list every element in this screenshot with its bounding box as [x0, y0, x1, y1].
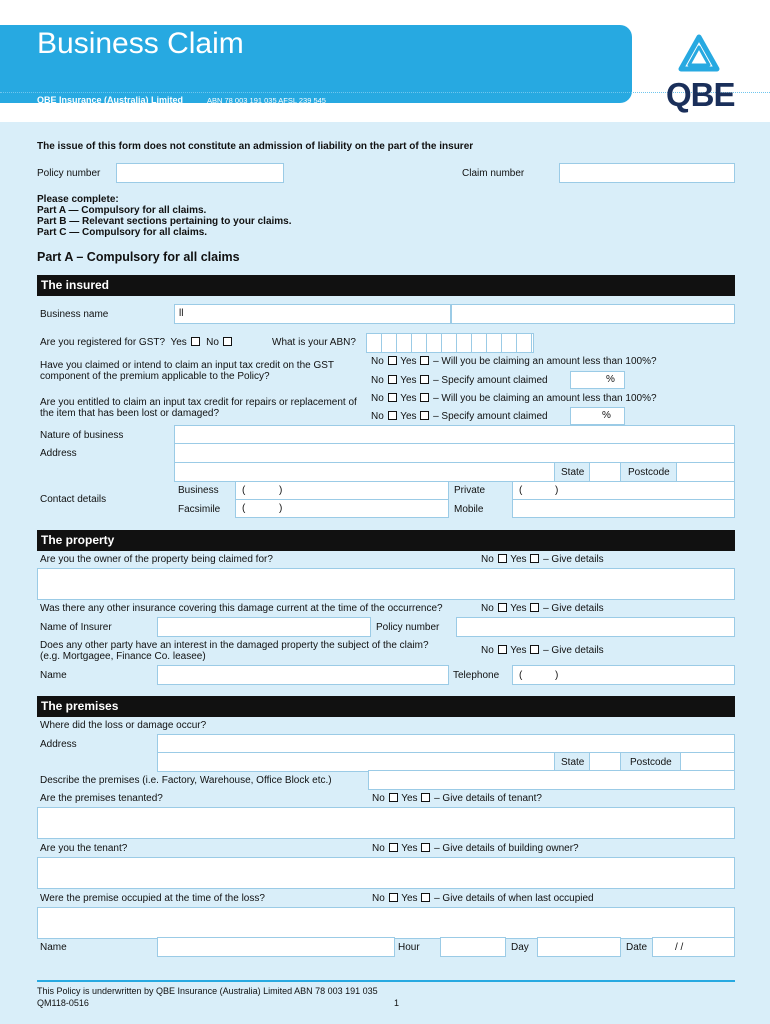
gst-question — [40, 337, 233, 348]
other-ins-yes-checkbox[interactable] — [530, 603, 539, 612]
claim-number-input[interactable] — [559, 163, 735, 183]
occupied-yes-label: Yes — [401, 893, 418, 904]
tax2-percent-input[interactable] — [570, 407, 625, 425]
owner-no-label: No — [481, 554, 494, 565]
business-phone-paren-open: ( — [242, 485, 246, 496]
mobile-input[interactable] — [512, 499, 735, 518]
tax2-yes-label: Yes — [400, 393, 417, 404]
day-label: Day — [511, 942, 529, 953]
address-input-2[interactable] — [174, 462, 555, 482]
gst-question-text: Are you registered for GST? — [40, 337, 166, 348]
facsimile-paren-close: ) — [279, 503, 283, 514]
part-c-instruction: Part C — Compulsory for all claims. — [37, 227, 208, 238]
tax2-less-100-text: – Will you be claiming an amount less than 100%? — [433, 393, 657, 404]
premises-address-input-1[interactable] — [157, 734, 735, 753]
tax1-yes-label: Yes — [400, 356, 417, 367]
postcode-label: Postcode — [628, 467, 670, 478]
occupied-details-input[interactable] — [37, 907, 735, 939]
are-tenant-yes-checkbox[interactable] — [421, 843, 430, 852]
company-abn: ABN 78 003 191 035 AFSL 239 545 — [207, 96, 326, 105]
tax1b-no-label: No — [371, 375, 384, 386]
owner-details-input[interactable] — [37, 568, 735, 600]
premises-address-input-2[interactable] — [157, 752, 555, 772]
tax-credit-question-1: Have you claimed or intend to claim an input tax credit on the GST component of the premium applicable to the Policy? — [40, 360, 334, 382]
describe-premises-input[interactable] — [368, 770, 735, 790]
where-question: Where did the loss or damage occur? — [40, 720, 207, 731]
other-insurance-question: Was there any other insurance covering this damage current at the time of the occurrence? — [40, 603, 443, 614]
tax2-less-100-row — [371, 393, 657, 404]
gst-no-label: No — [206, 337, 219, 348]
tax2b-yes-label: Yes — [400, 411, 417, 422]
private-phone-label: Private — [454, 485, 486, 496]
tax2-specify-row — [371, 411, 548, 422]
are-tenant-no-label: No — [372, 843, 385, 854]
tax1-no-checkbox[interactable] — [388, 356, 397, 365]
interest-options — [481, 645, 604, 656]
premises-postcode-label: Postcode — [630, 757, 672, 768]
occupant-name-label: Name — [40, 942, 67, 953]
tenanted-details-text: – Give details of tenant? — [434, 793, 542, 804]
tenanted-no-checkbox[interactable] — [389, 793, 398, 802]
policy-number-input[interactable] — [116, 163, 284, 183]
form-code: QM118-0516 — [37, 998, 89, 1008]
tenanted-yes-label: Yes — [401, 793, 418, 804]
private-phone-paren-open: ( — [519, 485, 523, 496]
tax-credit-question-2: Are you entitled to claim an input tax credit for repairs or replacement of the item that has been lost or damaged? — [40, 397, 357, 419]
describe-premises-label: Describe the premises (i.e. Factory, Warehouse, Office Block etc.) — [40, 775, 332, 786]
tenanted-no-label: No — [372, 793, 385, 804]
owner-yes-label: Yes — [510, 554, 527, 565]
occupied-no-label: No — [372, 893, 385, 904]
interest-question: Does any other party have an interest in the damaged property the subject of the claim? — [40, 640, 429, 651]
business-phone-paren-close: ) — [279, 485, 283, 496]
hour-input[interactable] — [440, 937, 506, 957]
part-b-instruction: Part B — Relevant sections pertaining to your claims. — [37, 216, 292, 227]
footer-divider — [37, 980, 735, 982]
day-input[interactable] — [537, 937, 621, 957]
interest-telephone-input[interactable] — [512, 665, 735, 685]
are-tenant-options — [372, 843, 579, 854]
tax1b-yes-checkbox[interactable] — [420, 375, 429, 384]
owner-yes-checkbox[interactable] — [530, 554, 539, 563]
interest-name-label: Name — [40, 670, 67, 681]
gst-yes-checkbox[interactable] — [191, 337, 200, 346]
tax1-no-label: No — [371, 356, 384, 367]
facsimile-label: Facsimile — [178, 504, 221, 515]
premises-state-label: State — [561, 757, 585, 768]
tax1-specify-row — [371, 375, 548, 386]
interest-question-example: (e.g. Mortgagee, Finance Co. leasee) — [40, 651, 206, 662]
contact-label: Contact details — [40, 494, 107, 505]
tax2-no-label: No — [371, 393, 384, 404]
owner-no-checkbox[interactable] — [498, 554, 507, 563]
other-policy-number-input[interactable] — [456, 617, 735, 637]
form-title: Business Claim — [37, 27, 244, 60]
date-label: Date — [626, 942, 648, 953]
occupied-no-checkbox[interactable] — [389, 893, 398, 902]
owner-options — [481, 554, 604, 565]
business-name-input[interactable] — [174, 304, 451, 324]
premises-state-input[interactable] — [589, 752, 621, 772]
page-number: 1 — [394, 998, 400, 1008]
occupied-yes-checkbox[interactable] — [421, 893, 430, 902]
tax1-percent-input[interactable] — [570, 371, 625, 389]
policy-number-label: Policy number — [37, 168, 101, 179]
tax2b-no-checkbox[interactable] — [388, 411, 397, 420]
interest-no-label: No — [481, 645, 494, 656]
business-name-input-2[interactable] — [451, 304, 735, 324]
nature-input[interactable] — [174, 425, 735, 445]
tax2-specify-text: – Specify amount claimed — [433, 411, 548, 422]
tax2-no-checkbox[interactable] — [388, 393, 397, 402]
are-tenant-yes-label: Yes — [401, 843, 418, 854]
tax1-specify-text: – Specify amount claimed — [433, 375, 548, 386]
interest-telephone-label: Telephone — [453, 670, 500, 681]
please-complete: Please complete: — [37, 194, 119, 205]
tax1-percent-sign: % — [606, 374, 615, 385]
tenanted-yes-checkbox[interactable] — [421, 793, 430, 802]
interest-name-input[interactable] — [157, 665, 449, 685]
building-owner-details-input[interactable] — [37, 857, 735, 889]
header-divider — [0, 92, 770, 93]
facsimile-input[interactable] — [235, 499, 449, 518]
claim-number-label: Claim number — [462, 168, 525, 179]
state-label: State — [561, 467, 585, 478]
private-phone-input[interactable] — [512, 481, 735, 500]
insurer-name-label: Name of Insurer — [40, 622, 112, 633]
interest-tel-paren-open: ( — [519, 670, 523, 681]
interest-no-checkbox[interactable] — [498, 645, 507, 654]
tax2b-no-label: No — [371, 411, 384, 422]
tax1b-yes-label: Yes — [400, 375, 417, 386]
other-insurance-options — [481, 603, 604, 614]
tax1b-no-checkbox[interactable] — [388, 375, 397, 384]
tenanted-options — [372, 793, 542, 804]
occupied-options — [372, 893, 594, 904]
business-name-label: Business name — [40, 309, 109, 320]
date-input[interactable] — [652, 937, 735, 957]
tax1-less-100-row — [371, 356, 657, 367]
gst-yes-label: Yes — [170, 337, 187, 348]
gst-no-checkbox[interactable] — [223, 337, 232, 346]
occupant-name-input[interactable] — [157, 937, 395, 957]
qbe-logo-icon — [676, 33, 722, 75]
address-label: Address — [40, 448, 77, 459]
other-ins-yes-label: Yes — [510, 603, 527, 614]
business-phone-input[interactable] — [235, 481, 449, 500]
building-owner-details-text: – Give details of building owner? — [434, 843, 579, 854]
occupied-details-text: – Give details of when last occupied — [434, 893, 594, 904]
interest-yes-label: Yes — [510, 645, 527, 656]
premises-section-bar: The premises — [37, 696, 735, 717]
tenant-details-input[interactable] — [37, 807, 735, 839]
tax1-yes-checkbox[interactable] — [420, 356, 429, 365]
occupied-question: Were the premise occupied at the time of the loss? — [40, 893, 265, 904]
disclaimer: The issue of this form does not constitute an admission of liability on the part of the insurer — [37, 141, 474, 152]
tax2-yes-checkbox[interactable] — [420, 393, 429, 402]
company-name: QBE Insurance (Australia) Limited — [37, 95, 184, 105]
business-name-value: ll — [179, 308, 184, 319]
insured-section-bar: The insured — [37, 275, 735, 296]
state-input[interactable] — [589, 462, 621, 482]
tax1-less-100-text: – Will you be claiming an amount less than 100%? — [433, 356, 657, 367]
other-ins-give-details: – Give details — [543, 603, 604, 614]
postcode-input[interactable] — [676, 462, 735, 482]
underwritten-note: This Policy is underwritten by QBE Insurance (Australia) Limited ABN 78 003 191 035 — [37, 986, 378, 996]
premises-address-label: Address — [40, 739, 77, 750]
owner-question: Are you the owner of the property being claimed for? — [40, 554, 273, 565]
premises-postcode-input[interactable] — [680, 752, 735, 772]
private-phone-paren-close: ) — [555, 485, 559, 496]
tax2b-yes-checkbox[interactable] — [420, 411, 429, 420]
abn-question: What is your ABN? — [272, 337, 356, 348]
property-section-bar: The property — [37, 530, 735, 551]
owner-give-details: – Give details — [543, 554, 604, 565]
mobile-label: Mobile — [454, 504, 484, 515]
other-ins-no-label: No — [481, 603, 494, 614]
are-tenant-question: Are you the tenant? — [40, 843, 128, 854]
facsimile-paren-open: ( — [242, 503, 246, 514]
nature-label: Nature of business — [40, 430, 124, 441]
part-a-instruction: Part A — Compulsory for all claims. — [37, 205, 207, 216]
other-policy-number-label: Policy number — [376, 622, 440, 633]
part-a-heading: Part A – Compulsory for all claims — [37, 250, 240, 264]
date-slashes: / / — [675, 942, 684, 953]
qbe-logo-text: QBE — [666, 76, 735, 113]
business-phone-label: Business — [178, 485, 219, 496]
abn-input[interactable] — [366, 333, 534, 353]
interest-yes-checkbox[interactable] — [530, 645, 539, 654]
tax2-percent-sign: % — [602, 410, 611, 421]
other-ins-no-checkbox[interactable] — [498, 603, 507, 612]
tenanted-question: Are the premises tenanted? — [40, 793, 163, 804]
interest-tel-paren-close: ) — [555, 670, 559, 681]
address-input-1[interactable] — [174, 443, 735, 463]
hour-label: Hour — [398, 942, 420, 953]
are-tenant-no-checkbox[interactable] — [389, 843, 398, 852]
interest-give-details: – Give details — [543, 645, 604, 656]
insurer-name-input[interactable] — [157, 617, 371, 637]
